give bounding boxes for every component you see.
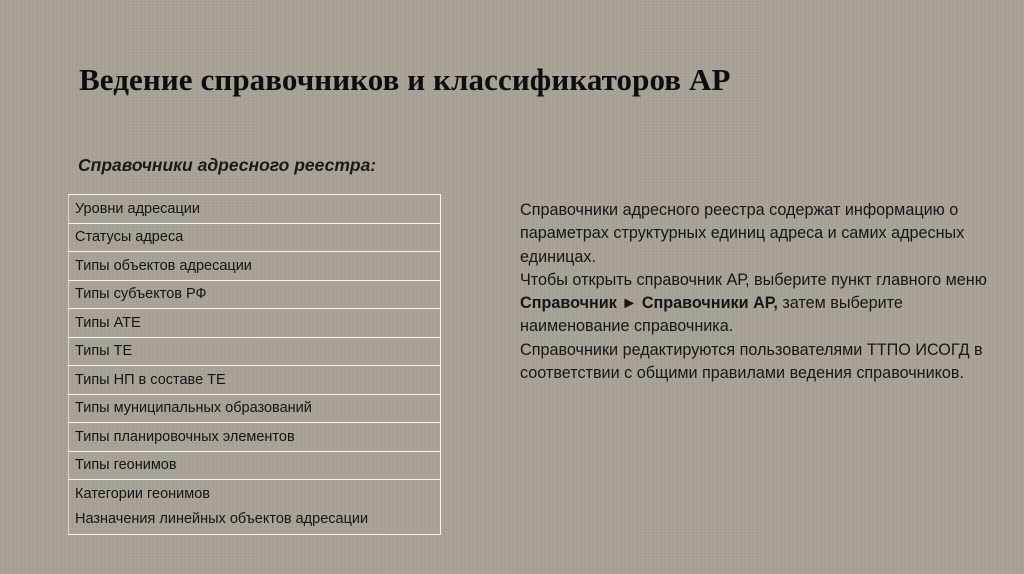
- table-row: [69, 451, 441, 480]
- directory-cell-multi: [69, 480, 441, 535]
- table-row: [69, 223, 441, 252]
- table-row: [69, 394, 441, 423]
- directories-subtitle: Справочники адресного реестра:: [78, 155, 377, 175]
- instruction-text-end: затем выберите наименование справочника.: [520, 294, 903, 336]
- directory-item: Типы планировочных элементов: [69, 423, 441, 452]
- table-row: [69, 252, 441, 281]
- directory-item: Типы муниципальных образований: [69, 394, 441, 423]
- directory-item: Типы субъектов РФ: [69, 280, 441, 309]
- directory-item: Категории геонимов: [75, 486, 211, 502]
- directory-item: Уровни адресации: [69, 195, 441, 224]
- table-row: [69, 337, 441, 366]
- table-row: [69, 480, 441, 535]
- table-row: [69, 423, 441, 452]
- description-block: [520, 199, 990, 385]
- description-paragraph: Справочники адресного реестра содержат информацию о параметрах структурных единиц адреса и самих адресных единицах.: [520, 201, 965, 266]
- slide-title: Ведение справочников и классификаторов АР: [79, 62, 731, 97]
- table-row: [69, 195, 441, 224]
- directory-item: Типы геонимов: [69, 451, 441, 480]
- directories-table: [68, 194, 441, 535]
- instruction-text: Чтобы открыть справочник АР, выберите пункт главного меню: [520, 270, 987, 289]
- table-row: [69, 280, 441, 309]
- directory-item: Типы ТЕ: [69, 337, 441, 366]
- directory-item: Статусы адреса: [69, 223, 441, 252]
- table-row: [69, 309, 441, 338]
- directory-item: Типы объектов адресации: [69, 252, 441, 281]
- description-instruction: [520, 269, 990, 339]
- directory-item: Типы НП в составе ТЕ: [69, 366, 441, 395]
- table-row: [69, 366, 441, 395]
- menu-path: Справочник ► Справочники АР,: [520, 294, 778, 313]
- directory-item: Типы АТЕ: [69, 309, 441, 338]
- directory-item: Назначения линейных объектов адресации: [75, 511, 369, 527]
- description-paragraph: Справочники редактируются пользователями ТТПО ИСОГД в соответствии с общими правилами ведения справочников.: [520, 340, 983, 383]
